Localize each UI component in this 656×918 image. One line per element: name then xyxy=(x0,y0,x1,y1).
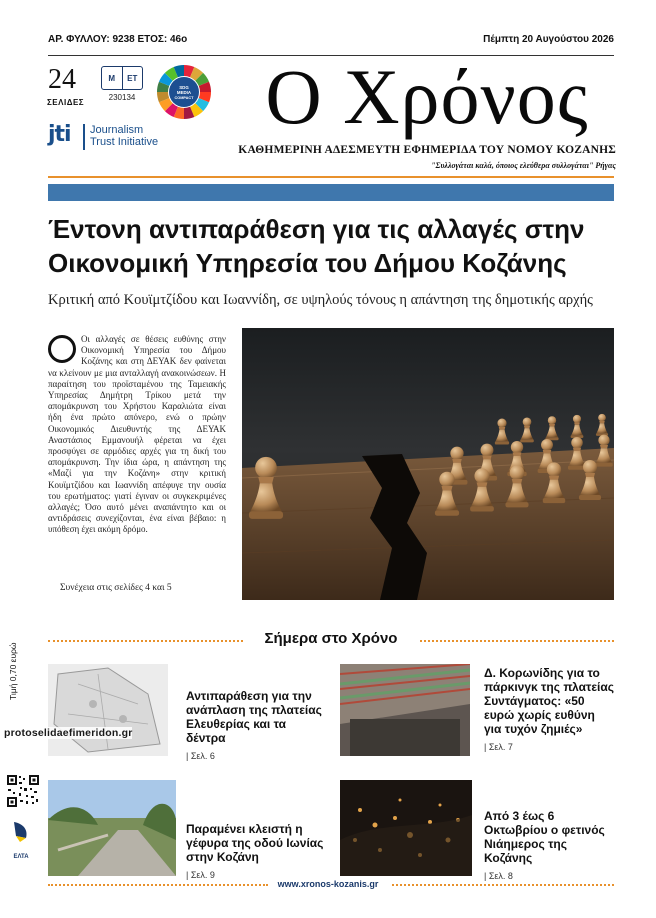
met-badge xyxy=(101,66,143,102)
jti-mark: jti xyxy=(48,122,71,147)
story3-thumbnail[interactable] xyxy=(48,780,176,876)
blue-band xyxy=(48,184,614,201)
lead-headline-line2: Οικονομική Υπηρεσία του Δήμου Κοζάνης xyxy=(48,248,567,278)
story3-title: Παραμένει κλειστή η γέφυρα της οδού Ιωνίας στην Κοζάνη xyxy=(186,822,324,864)
lead-standfirst: Κριτική από Κουϊμτζίδου και Ιωαννίδη, σε υψηλούς τόνους η απάντηση της δημοτικής αρχής xyxy=(48,292,593,308)
site-watermark[interactable]: protoselidaefimeridon.gr xyxy=(4,727,133,739)
price-label: Τιμή 0,70 ευρώ xyxy=(8,642,18,700)
story2[interactable] xyxy=(484,666,614,754)
section-header xyxy=(48,630,614,650)
met-right: ET xyxy=(127,73,138,83)
lead-photo-chess-pawns xyxy=(242,328,614,600)
svg-text:SDG: SDG xyxy=(179,85,189,90)
jti-divider xyxy=(83,124,85,150)
issue-date: Πέμπτη 20 Αυγούστου 2026 xyxy=(483,34,614,45)
story4-title: Από 3 έως 6 Οκτωβρίου ο φετινός Νιάημερος της Κοζάνης xyxy=(484,809,605,865)
lead-headline-line1: Έντονη αντιπαράθεση για τις αλλαγές στην xyxy=(48,214,585,244)
qr-code-icon[interactable] xyxy=(6,774,40,808)
story1-page: | Σελ. 6 xyxy=(186,751,215,761)
story1-title: Αντιπαράθεση για την ανάπλαση της πλατείας Ελευθερίας και τα δέντρα xyxy=(186,689,322,745)
issue-label: ΑΡ. ΦΥΛΛΟΥ: 9238 ΕΤΟΣ: 46ο xyxy=(48,34,188,45)
story4-page: | Σελ. 8 xyxy=(484,871,513,881)
footer-dots-right xyxy=(392,884,614,886)
footer-website-link[interactable]: www.xronos-kozanis.gr xyxy=(277,879,379,889)
sdg-media-compact-logo xyxy=(156,64,212,120)
svg-text:COMPACT: COMPACT xyxy=(174,96,194,100)
elta-text: ΕΛΤΑ xyxy=(13,854,29,860)
masthead-subhead: ΚΑΘΗΜΕΡΙΝΗ ΑΔΕΣΜΕΥΤΗ ΕΦΗΜΕΡΙΔΑ ΤΟΥ ΝΟΜΟΥ ΚΟΖΑΝΗΣ xyxy=(238,144,616,156)
section-dots-right xyxy=(420,640,614,642)
jti-line2: Trust Initiative xyxy=(90,136,159,148)
met-left: M xyxy=(102,67,123,89)
met-number: 230134 xyxy=(108,93,136,102)
masthead-title: Ο Χρόνος xyxy=(265,53,589,140)
lead-body xyxy=(48,334,226,536)
pages-label: ΣΕΛΙΔΕΣ xyxy=(47,98,85,107)
lead-body-text: Οι αλλαγές σε θέσεις ευθύνης στην Οικονομική Υπηρεσία του Δήμου Κοζάνης και στη ΔΕΥΑΚ δεν φαίνεται να κλείνουν με μια ανταλλαγή ανακοινώσεων. Η παραίτηση του προϊσταμένου της Ταμειακής Υπηρεσίας Δημήτρη Τρίκου μετά την απομάκρυνση του Χρήστου Καραλιώτα είναι ήδη ένα πρώτο απόνερο, ενώ ο πρώην Οικονομικός Διευθυντής της ΔΕΥΑΚ Αναστάσιος Εμμανουήλ φέρεται να έχει προσφύγει σε αρμόδιες αρχές για τη δική του απομάκρυνση. Την ίδια ώρα, η απάντηση της «Μαζί για την Κοζάνη» στην κριτική Κουϊμτζίδου και Ιωαννίδη απέφυγε την ουσία του ερωτήματος: γιατί έγιναν οι συγκεκριμένες αλλαγές; Όσο αυτό μένει αναπάντητο και οι αντιδράσεις συνεχίζονται, ένα είναι βέβαιο: η υπόθεση έχει ακόμη δρόμο. xyxy=(48,334,226,535)
lead-headline[interactable] xyxy=(48,212,618,280)
story1-thumbnail[interactable] xyxy=(48,664,168,756)
elta-logo-icon xyxy=(10,820,32,860)
dropcap-circle xyxy=(48,335,76,363)
story2-thumbnail[interactable] xyxy=(340,664,470,756)
masthead-slogan: "Συλλογάται καλά, όποιος ελεύθερα συλλογάται" Ρήγας xyxy=(431,161,616,170)
jti-line1: Journalism xyxy=(90,124,144,136)
story4[interactable] xyxy=(484,809,614,883)
svg-text:MEDIA: MEDIA xyxy=(176,90,192,95)
section-title: Σήμερα στο Χρόνο xyxy=(264,630,398,647)
pages-count: 24 xyxy=(48,64,76,95)
story2-page: | Σελ. 7 xyxy=(484,742,513,752)
story2-title: Δ. Κορωνίδης για το πάρκινγκ της πλατείας Συντάγματος: «50 ευρώ χωρίς ευθύνη για τυχόν ζημιές» xyxy=(484,666,614,736)
story4-thumbnail[interactable] xyxy=(340,780,472,876)
orange-divider xyxy=(48,176,614,178)
story3-page: | Σελ. 9 xyxy=(186,870,215,880)
story3[interactable] xyxy=(186,822,336,882)
lead-continued[interactable]: Συνέχεια στις σελίδες 4 και 5 xyxy=(60,583,172,593)
story1[interactable] xyxy=(186,689,326,763)
